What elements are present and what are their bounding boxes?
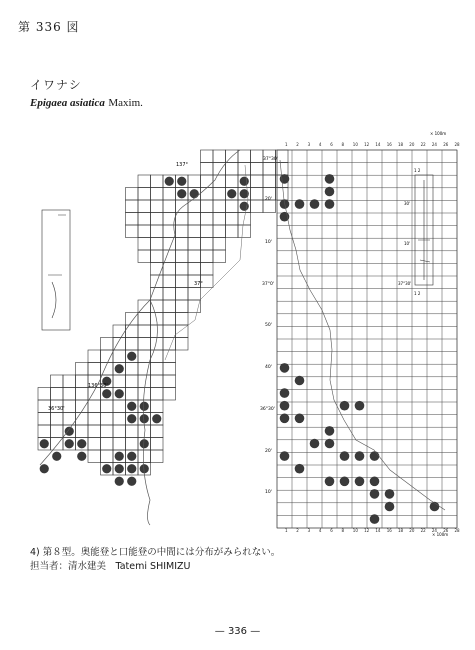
grid-cell [126,363,139,376]
lat-37-30-label: 37°30' [263,157,278,162]
bottom-tick-label: 4 [318,528,322,533]
grid-cell [151,363,164,376]
grid-cell [151,350,164,363]
grid-cell [51,375,64,388]
bottom-tick-label: 8 [341,528,345,533]
grid-cell [176,263,189,276]
occurrence-dot [77,439,86,448]
occurrence-dot [127,414,136,423]
grid-cell [151,438,164,451]
grid-cell [88,413,101,426]
lat-36-30b-label: 36°30' [260,407,275,412]
occurrence-dot [165,177,174,186]
top-tick-label: 4 [318,142,322,147]
lat-50-label: 50' [265,323,272,328]
grid-cell [151,300,164,313]
grid-cell [151,200,164,213]
grid-cell [151,225,164,238]
grid-cell [201,238,214,251]
bottom-tick-label: 6 [330,528,333,533]
lat-37-0-label: 37°0' [262,282,275,287]
grid-cell [201,188,214,201]
occurrence-dot [152,414,161,423]
occurrence-dot [370,451,380,461]
occurrence-dot [325,187,335,197]
grid-cell [101,338,114,351]
grid-cell [251,150,264,163]
grid-cell [38,413,51,426]
grid-cell [201,225,214,238]
occurrence-dot [280,451,290,461]
occurrence-dot [355,451,365,461]
page-number: — 336 — [214,626,261,637]
occurrence-dot [295,199,305,209]
occurrence-dot [370,477,380,487]
grid-cell [88,450,101,463]
top-tick-label: 6 [330,142,333,147]
occurrence-dot [295,376,305,386]
grid-cell [276,163,289,176]
grid-cell [226,163,239,176]
occurrence-dot [340,451,350,461]
occurrence-dot [280,363,290,373]
top-tick-label: 2 [296,142,299,147]
grid-cell [113,438,126,451]
grid-cell [113,400,126,413]
grid-cell [151,238,164,251]
occurrence-dot [127,477,136,486]
bottom-tick-label: 18 [398,528,404,533]
occurrence-dot [280,388,290,398]
grid-cell [213,250,226,263]
top-scale-label: × 100m [430,131,447,136]
grid-cell [88,425,101,438]
grid-cell [126,388,139,401]
grid-cell [226,225,239,238]
bottom-tick-label: 10 [352,528,358,533]
grid-cell [151,400,164,413]
occurrence-dot [102,389,111,398]
occurrence-dot [65,439,74,448]
grid-cell [101,400,114,413]
lat-10-label: 10' [265,240,272,245]
occurrence-dot [127,452,136,461]
grid-cell [113,413,126,426]
grid-cell [138,375,151,388]
grid-cell [213,200,226,213]
top-tick-label: 22 [420,142,426,147]
grid-cell [201,263,214,276]
note-line-2: 担当者：清水建美 Tatemi SHIMIZU [30,561,191,572]
grid-cell [113,325,126,338]
grid-cell [213,213,226,226]
grid-cell [126,338,139,351]
grid-cell [63,400,76,413]
occurrence-dot [115,364,124,373]
grid-cell [138,450,151,463]
top-tick-label: 26 [443,142,449,147]
grid-cell [76,363,89,376]
occurrence-dot [385,489,395,499]
occurrence-dot [310,199,320,209]
occurrence-dot [115,477,124,486]
grid-cell [126,425,139,438]
occurrence-dot [325,174,335,184]
grid-cell [113,425,126,438]
grid-cell [138,338,151,351]
genus-species: Epigaea asiatica [30,97,105,109]
occurrence-dot [140,402,149,411]
grid-cell [151,450,164,463]
right-chart-dots [280,174,440,524]
grid-cell [188,225,201,238]
grid-cell [163,325,176,338]
inset-37-label: 37°30' [398,281,412,286]
bottom-tick-label: 22 [420,528,426,533]
grid-cell [163,313,176,326]
grid-cell [163,388,176,401]
grid-cell [201,213,214,226]
grid-cell [76,413,89,426]
grid-cell [76,400,89,413]
bottom-tick-label: 2 [296,528,299,533]
grid-cell [88,350,101,363]
grid-cell [151,375,164,388]
grid-cell [251,188,264,201]
occurrence-dot [310,439,320,449]
grid-cell [163,338,176,351]
grid-cell [238,163,251,176]
grid-cell [176,275,189,288]
top-tick-label: 8 [341,142,345,147]
grid-cell [126,200,139,213]
grid-cell [163,188,176,201]
occurrence-dot [127,402,136,411]
occurrence-dot [240,177,249,186]
grid-cell [63,388,76,401]
inset-bottom-label: 1 2 [414,291,421,296]
right-chart-grid [277,150,457,528]
grid-cell [188,238,201,251]
occurrence-dot [52,452,61,461]
grid-cell [226,200,239,213]
top-tick-label: 1 [285,142,288,147]
left-map-grid [38,150,288,475]
lat-20-label: 20' [265,197,272,202]
occurrence-dot [370,489,380,499]
grid-cell [126,188,139,201]
grid-cell [151,388,164,401]
lat-40-label: 40' [265,365,272,370]
grid-cell [101,350,114,363]
occurrence-dot [177,177,186,186]
grid-cell [138,175,151,188]
grid-cell [126,438,139,451]
grid-cell [201,250,214,263]
grid-cell [88,363,101,376]
grid-cell [38,425,51,438]
top-tick-label: 28 [454,142,460,147]
grid-cell [226,175,239,188]
occurrence-dot [40,464,49,473]
occurrence-dot [115,452,124,461]
author-citation: Maxim. [108,97,143,109]
grid-cell [176,288,189,301]
grid-cell [176,250,189,263]
occurrence-dot [177,189,186,198]
caption-note [30,546,280,574]
grid-cell [201,175,214,188]
occurrence-dot [65,427,74,436]
occurrence-dot [325,426,335,436]
grid-cell [176,225,189,238]
occurrence-dot [325,199,335,209]
grid-cell [101,450,114,463]
grid-cell [213,225,226,238]
occurrence-dot [127,464,136,473]
lon-136-30-label: 136°30' [88,383,108,389]
note-line-1: 4) 第８型。奥能登と口能登の中間には分布がみられない。 [30,547,281,558]
inset-10-label: 10' [404,241,411,246]
lat-37-label: 37° [194,281,203,287]
grid-cell [113,350,126,363]
grid-cell [151,325,164,338]
grid-cell [76,375,89,388]
grid-cell [88,438,101,451]
grid-cell [251,163,264,176]
occurrence-dot [115,464,124,473]
top-tick-label: 16 [386,142,392,147]
occurrence-dot [227,189,236,198]
grid-cell [163,200,176,213]
grid-cell [138,325,151,338]
occurrence-dot [295,464,305,474]
grid-cell [188,288,201,301]
bottom-tick-label: 3 [307,528,311,533]
grid-cell [176,200,189,213]
occurrence-dot [370,514,380,524]
grid-cell [251,175,264,188]
occurrence-dot [280,414,290,424]
grid-cell [101,425,114,438]
top-tick-label: 3 [307,142,311,147]
grid-cell [176,300,189,313]
grid-cell [126,225,139,238]
lon-137-label: 137° [176,162,189,168]
grid-cell [176,313,189,326]
bottom-tick-label: 20 [409,528,415,533]
grid-cell [163,288,176,301]
bottom-tick-label: 16 [386,528,392,533]
bottom-scale-label: × 100m [432,532,449,537]
grid-cell [63,375,76,388]
bottom-tick-label: 1 [285,528,288,533]
bottom-tick-label: 26 [443,528,449,533]
grid-cell [163,375,176,388]
grid-cell [151,250,164,263]
occurrence-dot [77,452,86,461]
grid-cell [151,213,164,226]
grid-cell [126,325,139,338]
occurrence-dot [355,477,365,487]
top-tick-label: 20 [409,142,415,147]
grid-cell [126,213,139,226]
grid-cell [263,175,276,188]
grid-cell [101,413,114,426]
grid-cell [51,425,64,438]
grid-cell [138,213,151,226]
grid-cell [138,350,151,363]
grid-cell [188,213,201,226]
grid-cell [51,413,64,426]
lat-20b-label: 20' [265,449,272,454]
grid-cell [138,238,151,251]
grid-cell [163,363,176,376]
occurrence-dot [280,174,290,184]
top-tick-label: 18 [398,142,404,147]
grid-cell [76,425,89,438]
grid-cell [238,150,251,163]
grid-cell [201,163,214,176]
inset-30-label: 30' [404,201,411,206]
grid-cell [213,150,226,163]
top-tick-label: 24 [431,142,437,147]
top-tick-label: 10 [352,142,358,147]
lat-36-30-label: 36°30' [48,406,65,412]
bottom-tick-label: 24 [431,528,437,533]
grid-cell [251,200,264,213]
grid-cell [38,388,51,401]
grid-cell [126,375,139,388]
grid-cell [163,300,176,313]
occurrence-dot [325,439,335,449]
grid-cell [51,388,64,401]
top-tick-label: 14 [375,142,381,147]
grid-cell [201,150,214,163]
grid-cell [151,188,164,201]
grid-cell [151,263,164,276]
grid-cell [213,188,226,201]
grid-cell [188,175,201,188]
occurrence-dot [102,464,111,473]
grid-cell [176,238,189,251]
occurrence-dot [340,477,350,487]
grid-cell [138,225,151,238]
grid-cell [201,200,214,213]
occurrence-dot [190,189,199,198]
grid-cell [213,175,226,188]
occurrence-dot [340,401,350,411]
top-tick-label: 12 [364,142,370,147]
occurrence-dot [280,401,290,411]
grid-cell [126,313,139,326]
grid-cell [76,388,89,401]
grid-cell [151,425,164,438]
species-japanese-name: イワナシ [30,78,82,92]
grid-cell [88,400,101,413]
grid-cell [176,338,189,351]
grid-cell [113,375,126,388]
occurrence-dot [40,439,49,448]
grid-cell [238,225,251,238]
occurrence-dot [355,401,365,411]
figure-number: 第 336 図 [18,20,80,34]
grid-cell [226,213,239,226]
grid-cell [163,275,176,288]
grid-cell [276,188,289,201]
occurrence-dot [127,352,136,361]
right-inset [415,175,433,285]
grid-cell [138,188,151,201]
bottom-tick-label: 28 [454,528,460,533]
grid-cell [163,350,176,363]
grid-cell [101,438,114,451]
grid-cell [188,250,201,263]
bottom-tick-label: 12 [364,528,370,533]
grid-cell [138,250,151,263]
lat-10b-label: 10' [265,490,272,495]
grid-cell [138,200,151,213]
grid-cell [213,238,226,251]
occurrence-dot [385,502,395,512]
occurrence-dot [295,414,305,424]
grid-cell [138,313,151,326]
grid-cell [213,163,226,176]
grid-cell [263,163,276,176]
grid-cell [188,263,201,276]
grid-cell [151,175,164,188]
left-inset [42,210,70,330]
occurrence-dot [325,477,335,487]
occurrence-dot [280,199,290,209]
occurrence-dot [115,389,124,398]
inset-top-label: 1 2 [414,168,421,173]
bottom-tick-label: 14 [375,528,381,533]
grid-cell [176,213,189,226]
grid-cell [163,263,176,276]
